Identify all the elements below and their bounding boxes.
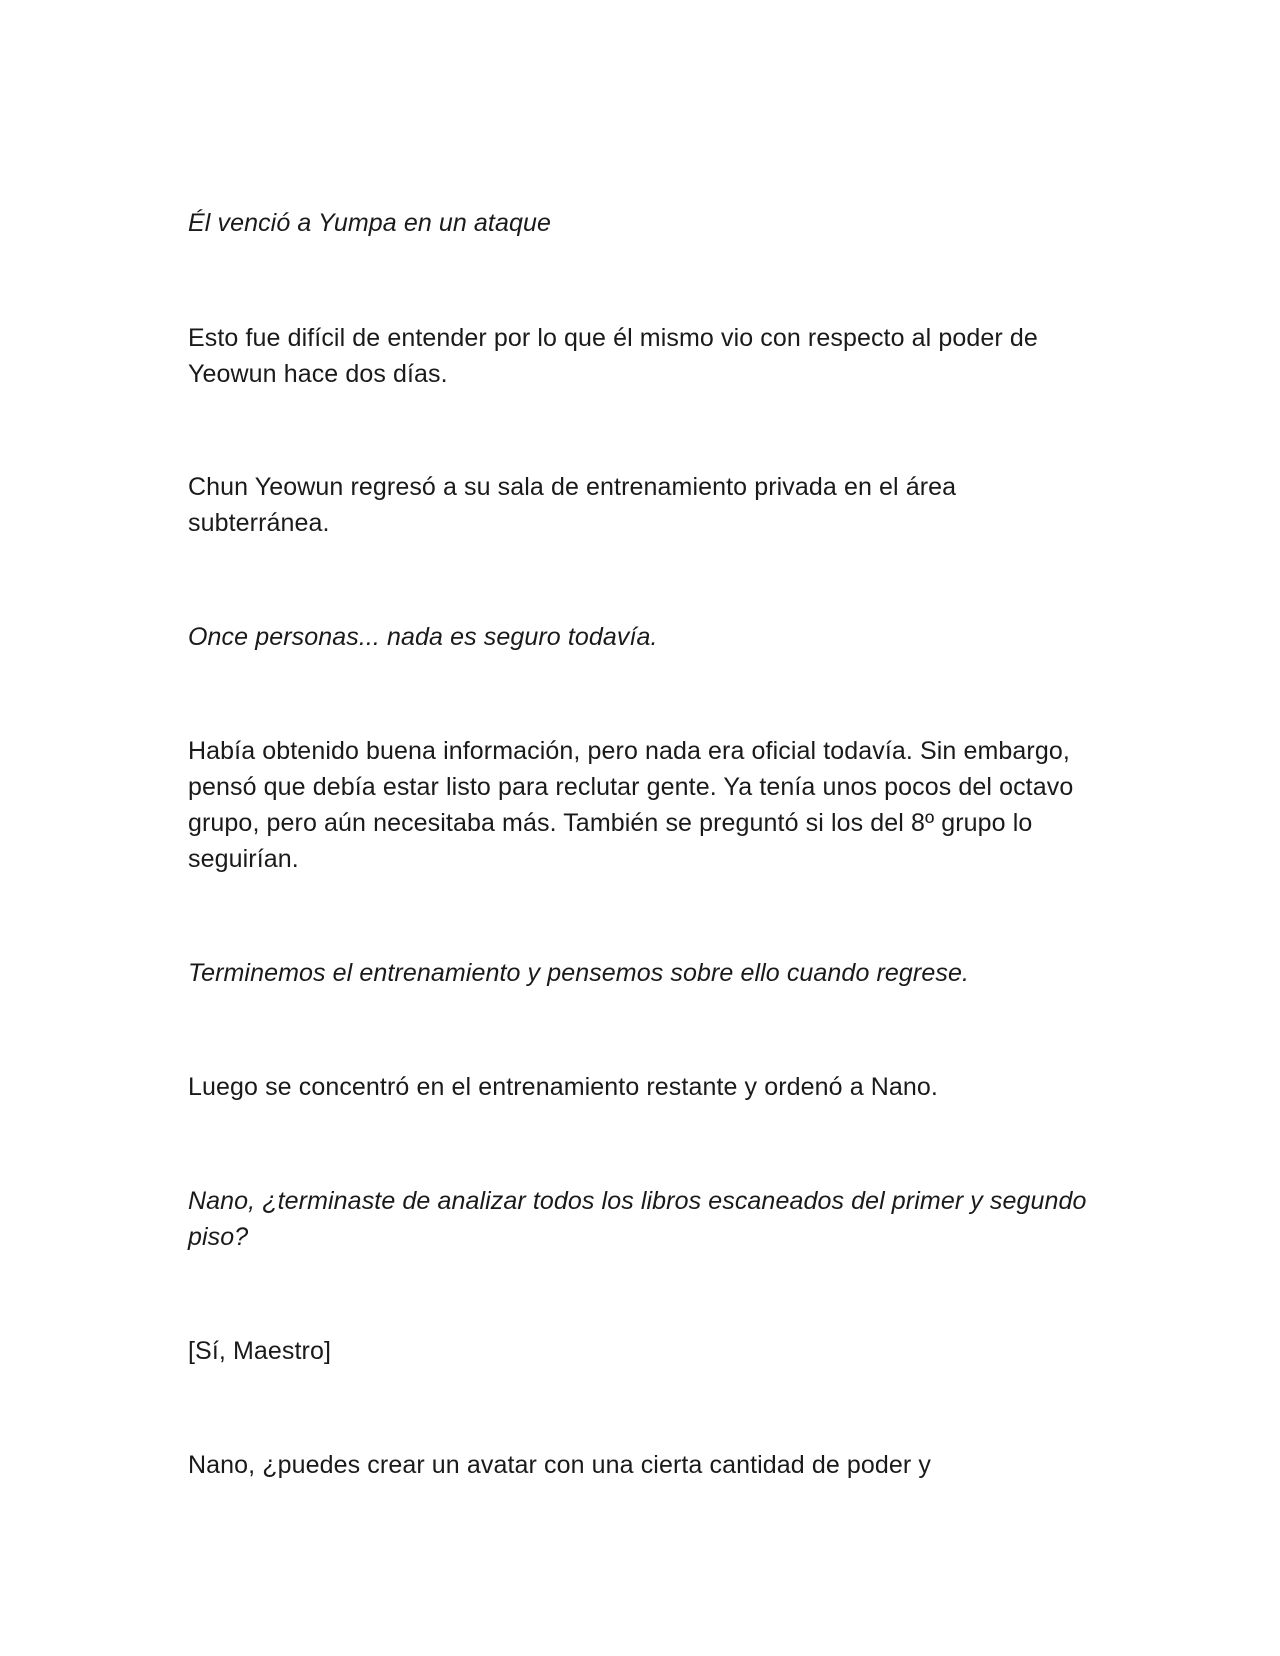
paragraph-thought-4: Nano, ¿terminaste de analizar todos los libros escaneados del primer y segundo piso? bbox=[188, 1187, 1087, 1251]
paragraph-narration-2: Chun Yeowun regresó a su sala de entrenamiento privada en el área subterránea. bbox=[188, 473, 957, 537]
paragraph-thought-1: Él venció a Yumpa en un ataque bbox=[188, 209, 551, 237]
paragraph-narration-4: Luego se concentró en el entrenamiento restante y ordenó a Nano. bbox=[188, 1073, 938, 1101]
paragraph-narration-1: Esto fue difícil de entender por lo que él mismo vio con respecto al poder de Yeowun hace dos días. bbox=[188, 324, 1038, 388]
paragraph-narration-5: Nano, ¿puedes crear un avatar con una cierta cantidad de poder y bbox=[188, 1451, 931, 1479]
paragraph-thought-3: Terminemos el entrenamiento y pensemos sobre ello cuando regrese. bbox=[188, 959, 969, 987]
paragraph-thought-2: Once personas... nada es seguro todavía. bbox=[188, 623, 658, 651]
paragraph-narration-3: Había obtenido buena información, pero nada era oficial todavía. Sin embargo, pensó que debía estar listo para reclutar gente. Ya tenía unos pocos del octavo grupo, pero aún necesitaba más. También se preguntó si los del 8º grupo lo seguirían. bbox=[188, 737, 1074, 873]
paragraph-dialogue-1: [Sí, Maestro] bbox=[188, 1337, 332, 1365]
